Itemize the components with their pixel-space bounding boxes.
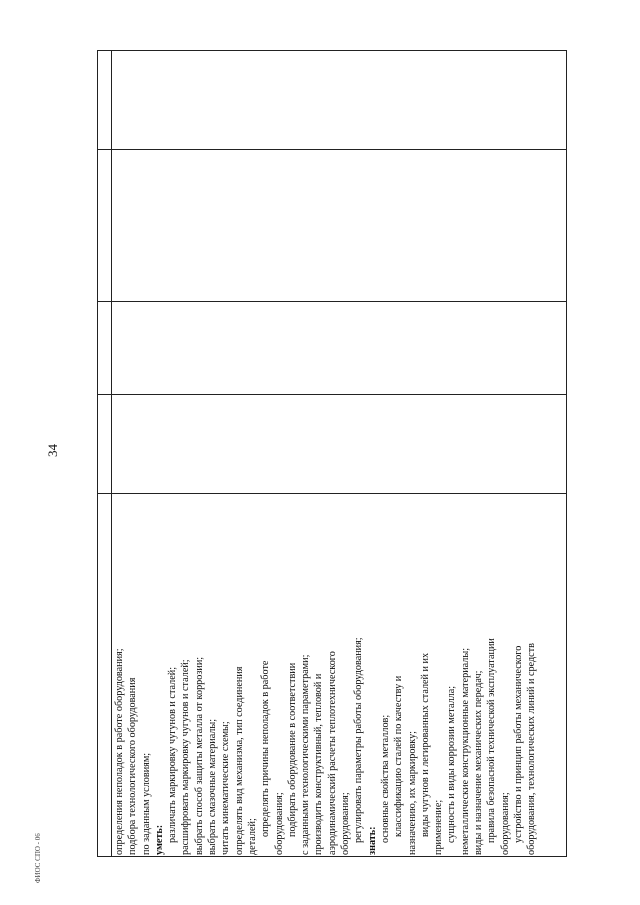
text-line: основные свойства металлов; [379, 714, 391, 843]
table-row-divider [98, 493, 566, 494]
text-line: применение; [433, 799, 445, 855]
text-line: выбрать способ защиты металла от коррозии; [193, 656, 205, 855]
text-line: деталей; [246, 818, 258, 855]
text-line: определения неполадок в работе оборудования; [114, 648, 125, 855]
text-line: сущность и виды коррозии металла; [446, 685, 458, 843]
text-line: расшифровать маркировку чугунов и сталей; [180, 659, 192, 855]
competency-cell-text [111, 499, 567, 858]
text-line: читать кинематические схемы; [220, 721, 232, 855]
text-line: оборудования, технологических линий и средств [526, 643, 538, 855]
text-line: классификацию сталей по качеству и [393, 675, 405, 837]
text-line: подбирать оборудование в соответствии [286, 662, 298, 837]
footer-code: ФИОС СПО - 06 [34, 833, 42, 883]
text-line: оборудования; [273, 792, 285, 855]
text-line: оборудования; [340, 792, 352, 855]
text-line: правила безопасной технической эксплуатации [486, 638, 498, 843]
text-line: подбора технологического оборудования [127, 677, 139, 855]
competency-table [97, 50, 567, 857]
text-line: неметаллические конструкционные материалы; [459, 647, 471, 855]
table-row-divider [98, 301, 566, 302]
text-line: производить конструктивный, тепловой и [313, 673, 325, 855]
text-line: виды чугунов и легированных сталей и их [419, 652, 431, 837]
table-row-divider [98, 149, 566, 150]
text-line: определять вид механизма, тип соединения [233, 666, 245, 855]
text-line: определять причины неполадок в работе [260, 660, 272, 837]
text-line: устройство и принцип работы механического [512, 645, 524, 843]
section-heading-znat: знать: [366, 826, 378, 855]
text-line: по заданным условиям; [140, 752, 152, 855]
text-line: с заданными технологическими параметрами; [300, 654, 312, 855]
text-line: оборудования; [499, 792, 511, 855]
section-heading-umet: уметь: [153, 824, 165, 855]
text-line: аэродинамический расчеты теплотехнического [326, 651, 338, 855]
text-line: различать маркировку чугунов и сталей; [167, 666, 179, 843]
text-line: выбрать смазочные материалы; [207, 718, 219, 855]
table-row-divider [98, 394, 566, 395]
text-line: виды и назначение механических передач; [473, 670, 485, 855]
text-line: регулировать параметры работы оборудования; [353, 637, 365, 843]
text-line: назначению, их маркировку; [406, 731, 418, 855]
page-number: 34 [45, 444, 60, 457]
